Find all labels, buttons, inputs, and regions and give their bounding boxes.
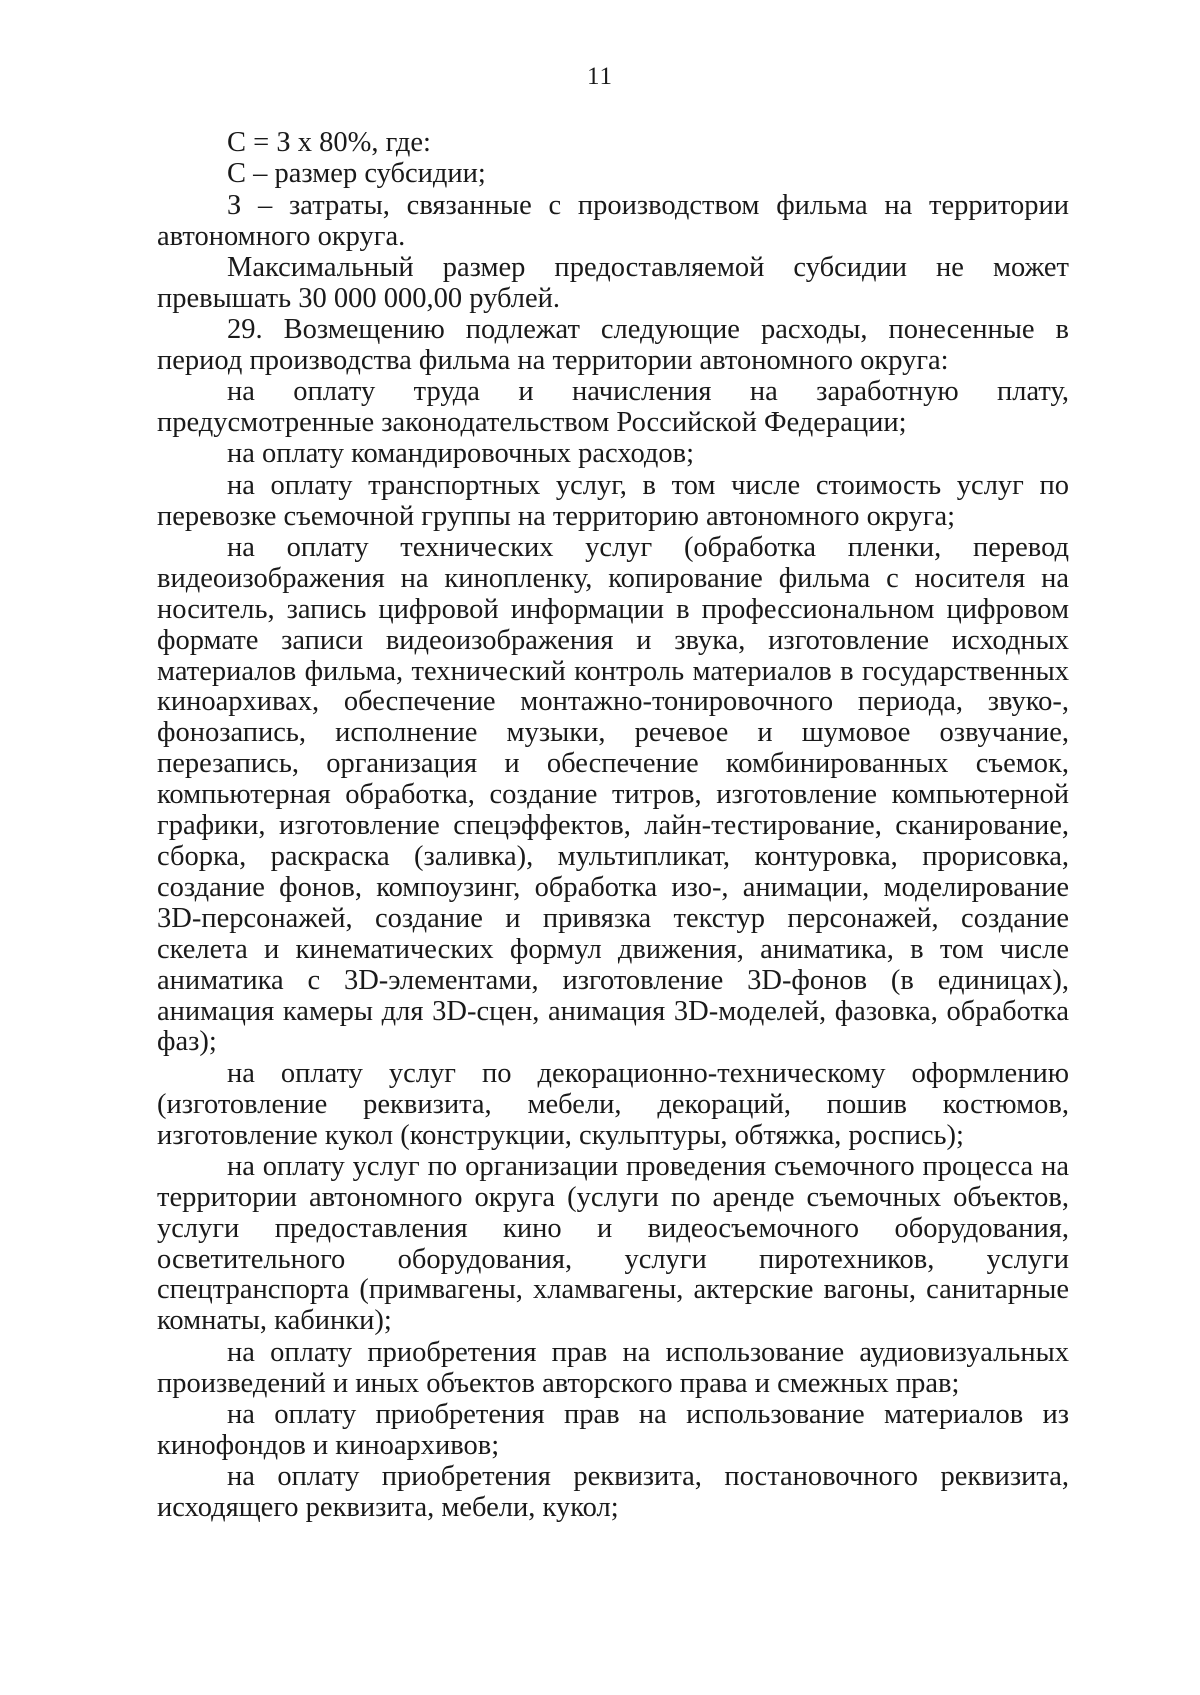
expense-item-audiovisual-rights: на оплату приобретения прав на использование аудиовизуальных произведений и иных объектов авторского права и смежных прав; xyxy=(157,1336,1069,1399)
expense-item-travel: на оплату командировочных расходов; xyxy=(227,438,694,470)
expense-item-decoration: на оплату услуг по декорационно-техническому оформлению (изготовление реквизита, мебели, декораций, пошив костюмов, изготовление кукол (конструкции, скульптуры, обтяжка, роспись); xyxy=(157,1057,1069,1151)
expense-item-technical-services: на оплату технических услуг (обработка пленки, перевод видеоизображения на кинопленку, копирование фильма с носителя на носитель, запись цифровой информации в профессиональном цифровом формате записи видеоизображения и звука, изготовление исходных материалов фильма, технический контроль материалов в государственных киноархивах, обеспечение монтажно-тонировочного периода, звуко-, фонозапись, исполнение музыки, речевое и шумовое озвучание, перезапись, организация и обеспечение комбинированных съемок, компьютерная обработка, создание титров, изготовление компьютерной графики, изготовление спецэффектов, лайн-тестирование, сканирование, сборка, раскраска (заливка), мультипликат, контуровка, прорисовка, создание фонов, компоузинг, обработка изо-, анимации, моделирование 3D-персонажей, создание и привязка текстур персонажей, создание скелета и кинематических формул движения, аниматика, в том числе аниматика с 3D-элементами, изготовление 3D-фонов (в единицах), анимация камеры для 3D-сцен, анимация 3D-моделей, фазовка, обработка фаз); xyxy=(157,531,1069,1058)
expense-item-archive-rights: на оплату приобретения прав на использование материалов из кинофондов и киноархивов; xyxy=(157,1398,1069,1461)
expense-item-filming-process: на оплату услуг по организации проведения съемочного процесса на территории автономного округа (услуги по аренде съемочных объектов, услуги предоставления кино и видеосъемочного оборудования, осветительного оборудования, услуги пиротехников, услуги спецтранспорта (примвагены, хламвагены, актерские вагоны, санитарные комнаты, кабинки); xyxy=(157,1150,1069,1337)
expense-item-labor: на оплату труда и начисления на заработную плату, предусмотренные законодательством Российской Федерации; xyxy=(157,376,1069,439)
clause-29-paragraph: 29. Возмещению подлежат следующие расходы, понесенные в период производства фильма на территории автономного округа: xyxy=(157,314,1069,376)
page-number: 11 xyxy=(586,63,614,90)
expense-item-transport: на оплату транспортных услуг, в том числе стоимость услуг по перевозке съемочной группы на территорию автономного округа; xyxy=(157,469,1069,532)
expense-item-props: на оплату приобретения реквизита, постановочного реквизита, исходящего реквизита, мебели, кукол; xyxy=(157,1461,1069,1523)
formula-line: С = З х 80%, где: xyxy=(227,127,431,158)
definition-subsidy: С – размер субсидии; xyxy=(227,158,486,190)
definition-costs: З – затраты, связанные с производством фильма на территории автономного округа. xyxy=(157,189,1069,252)
max-subsidy-paragraph: Максимальный размер предоставляемой субсидии не может превышать 30 000 000,00 рублей. xyxy=(157,251,1069,314)
document-body xyxy=(157,128,1069,1524)
